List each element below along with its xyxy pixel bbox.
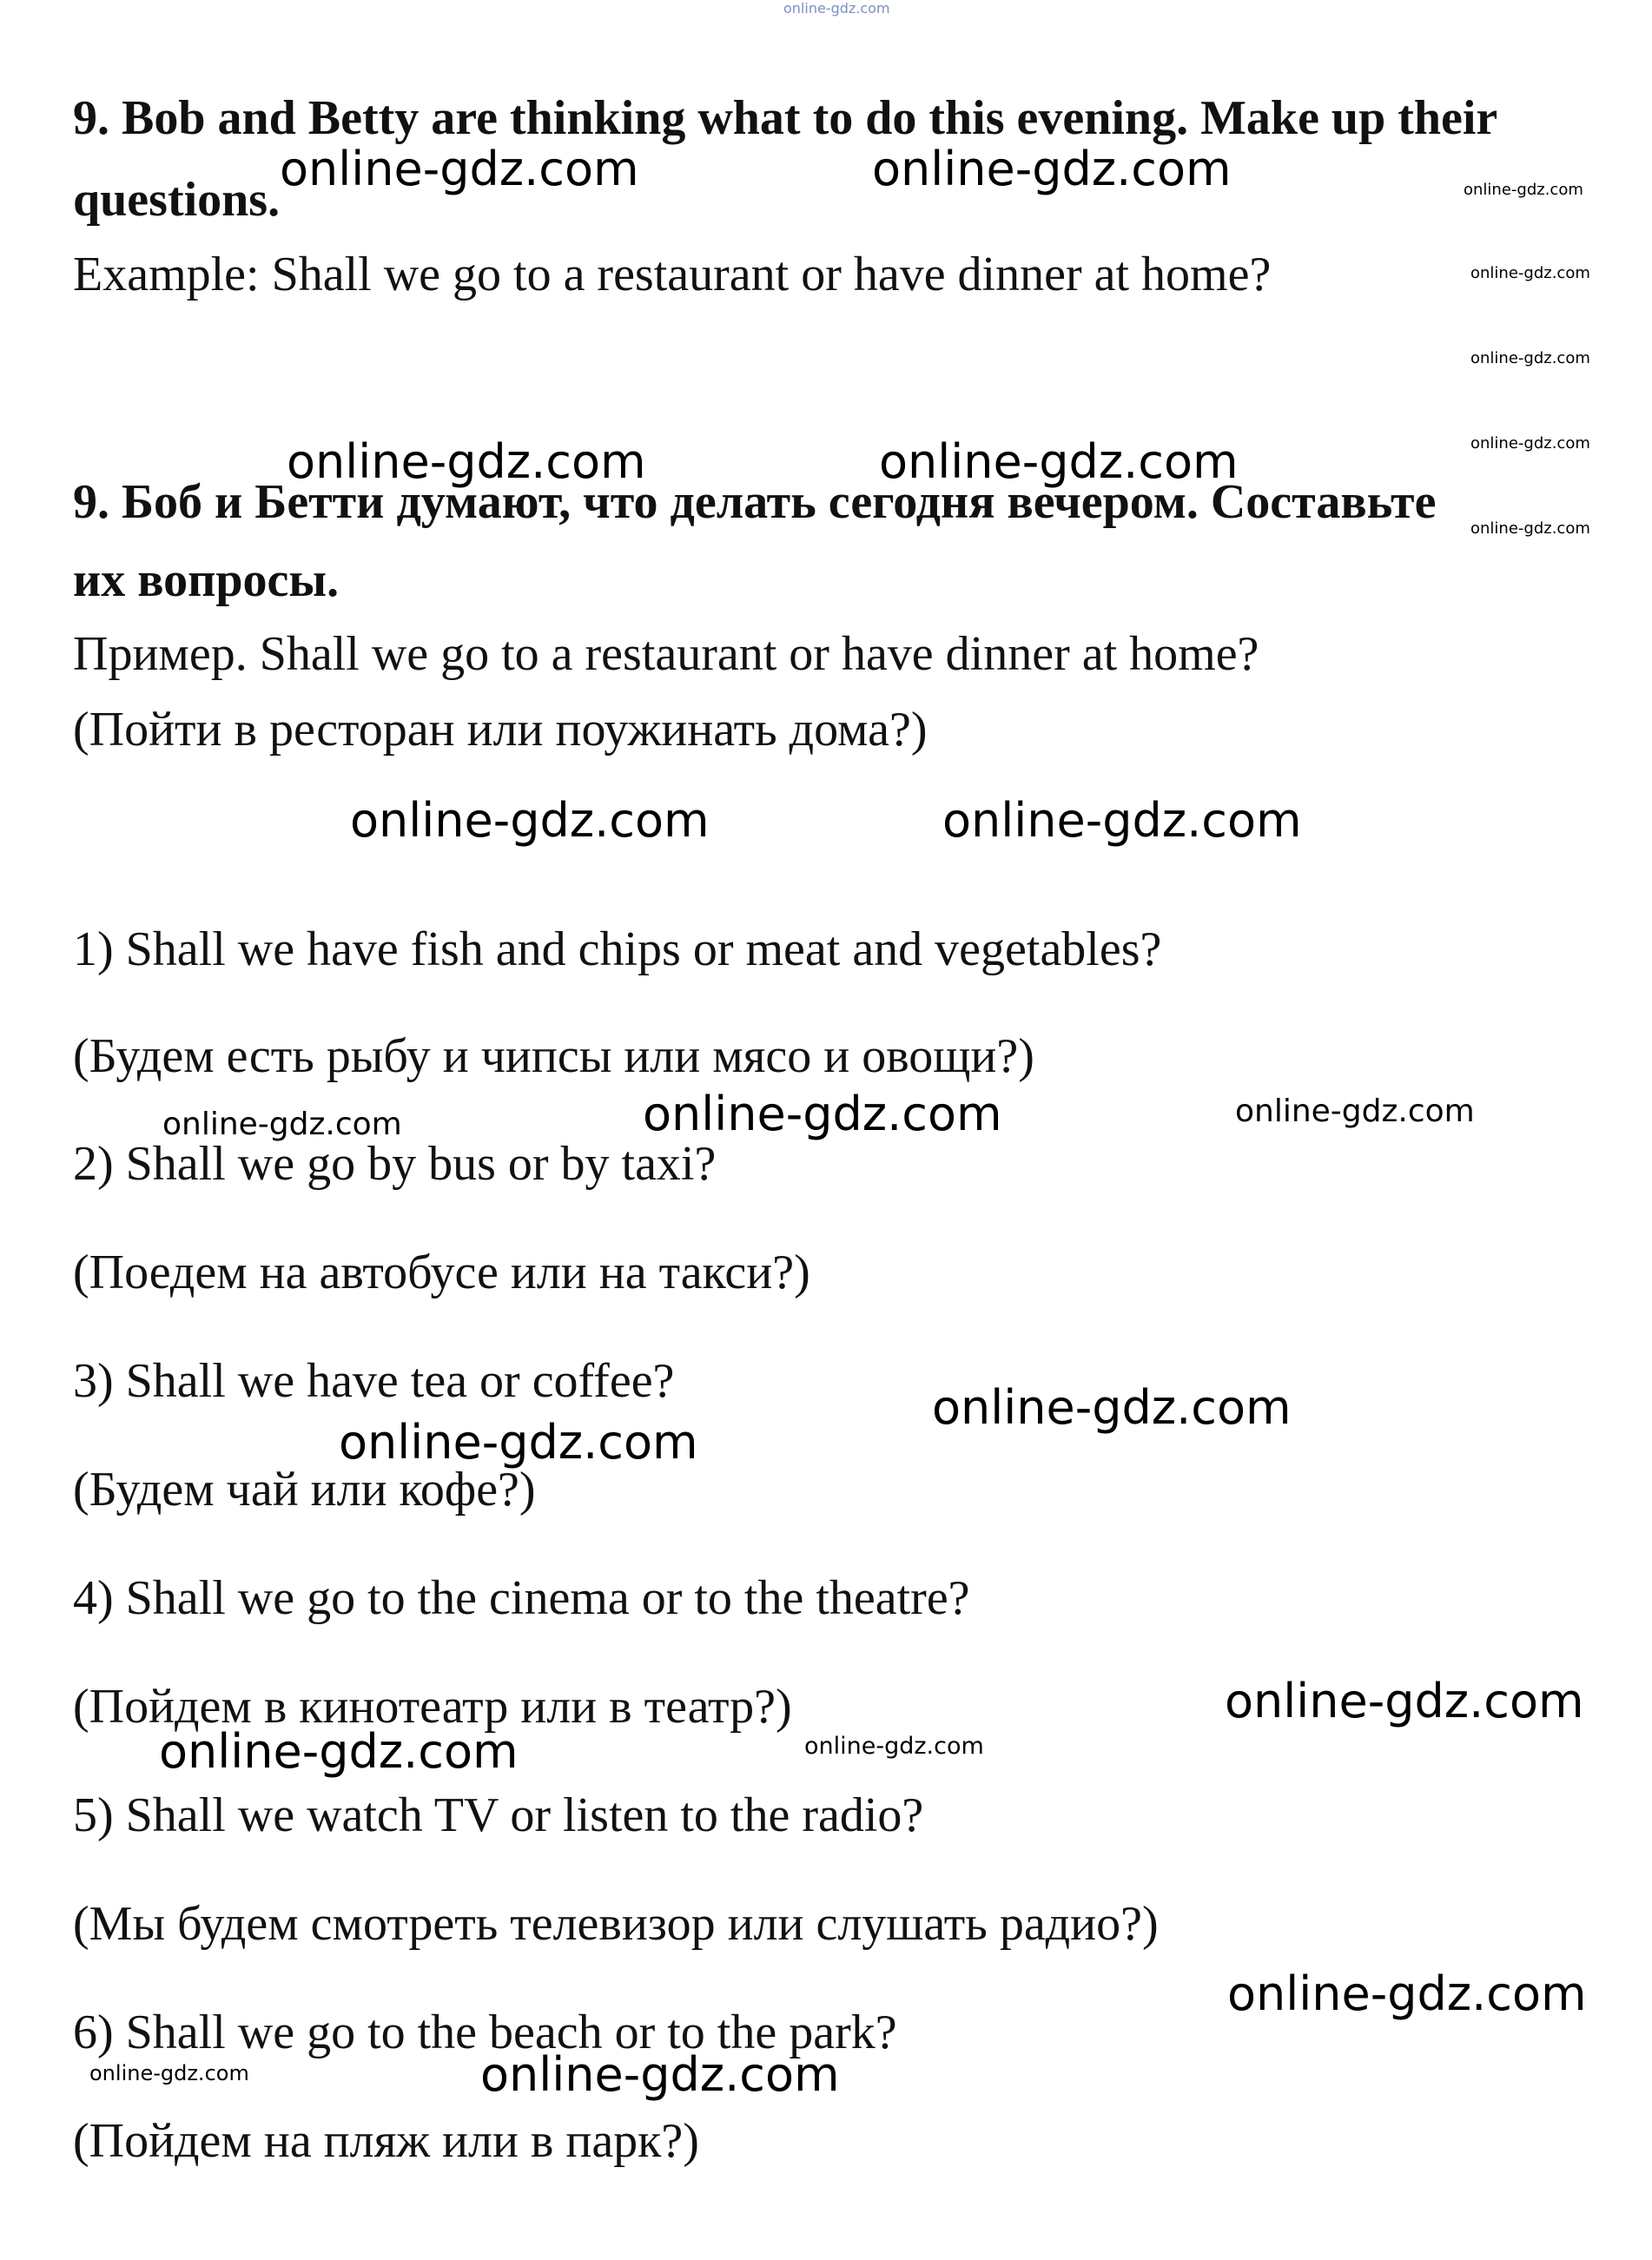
watermark: online-gdz.com xyxy=(942,793,1302,848)
watermark: online-gdz.com xyxy=(643,1087,1002,1141)
watermark: online-gdz.com xyxy=(350,793,710,848)
answer-4-en: 4) Shall we go to the cinema or to the theatre? xyxy=(73,1571,970,1625)
exercise-title-ru-line2: их вопросы. xyxy=(73,553,340,607)
watermark: online-gdz.com xyxy=(280,142,639,196)
watermark: online-gdz.com xyxy=(1470,519,1590,538)
watermark: online-gdz.com xyxy=(339,1415,698,1470)
watermark: online-gdz.com xyxy=(1464,181,1583,199)
exercise-title-en-line2: questions. xyxy=(73,173,281,227)
exercise-title-ru-line1: 9. Боб и Бетти думают, что делать сегодня вечером. Составьте xyxy=(73,475,1437,529)
exercise-example-translation: (Пойти в ресторан или поужинать дома?) xyxy=(73,703,928,757)
watermark: online-gdz.com xyxy=(1470,434,1590,453)
watermark: online-gdz.com xyxy=(1470,264,1590,282)
watermark: online-gdz.com xyxy=(287,434,646,489)
answer-4-ru: (Пойдем в кинотеатр или в театр?) xyxy=(73,1680,792,1734)
answer-5-en: 5) Shall we watch TV or listen to the radio? xyxy=(73,1788,924,1842)
watermark: online-gdz.com xyxy=(159,1724,519,1779)
answer-2-en: 2) Shall we go by bus or by taxi? xyxy=(73,1137,717,1191)
watermark: online-gdz.com xyxy=(804,1733,984,1760)
watermark: online-gdz.com xyxy=(1235,1094,1475,1129)
answer-2-ru: (Поедем на автобусе или на такси?) xyxy=(73,1246,810,1299)
watermark: online-gdz.com xyxy=(162,1107,402,1142)
watermark: online-gdz.com xyxy=(872,142,1232,196)
answer-1-en: 1) Shall we have fish and chips or meat and vegetables? xyxy=(73,922,1162,976)
answer-6-en: 6) Shall we go to the beach or to the park? xyxy=(73,2006,897,2059)
watermark: online-gdz.com xyxy=(480,2047,840,2102)
source-watermark: online-gdz.com xyxy=(783,0,890,17)
exercise-title-en-line1: 9. Bob and Betty are thinking what to do this evening. Make up their xyxy=(73,91,1498,145)
watermark: online-gdz.com xyxy=(1470,349,1590,367)
answer-3-en: 3) Shall we have tea or coffee? xyxy=(73,1354,675,1408)
exercise-example-ru: Пример. Shall we go to a restaurant or have dinner at home? xyxy=(73,627,1259,681)
answer-5-ru: (Мы будем смотреть телевизор или слушать радио?) xyxy=(73,1897,1159,1951)
watermark: online-gdz.com xyxy=(932,1380,1292,1435)
watermark: online-gdz.com xyxy=(1225,1674,1584,1728)
exercise-example-en: Example: Shall we go to a restaurant or have dinner at home? xyxy=(73,248,1272,301)
watermark: online-gdz.com xyxy=(1227,1966,1587,2021)
answer-6-ru: (Пойдем на пляж или в парк?) xyxy=(73,2114,699,2168)
watermark: online-gdz.com xyxy=(879,434,1239,489)
watermark: online-gdz.com xyxy=(89,2061,249,2085)
answer-3-ru: (Будем чай или кофе?) xyxy=(73,1463,536,1517)
answer-1-ru: (Будем есть рыбу и чипсы или мясо и овощи?) xyxy=(73,1029,1034,1083)
